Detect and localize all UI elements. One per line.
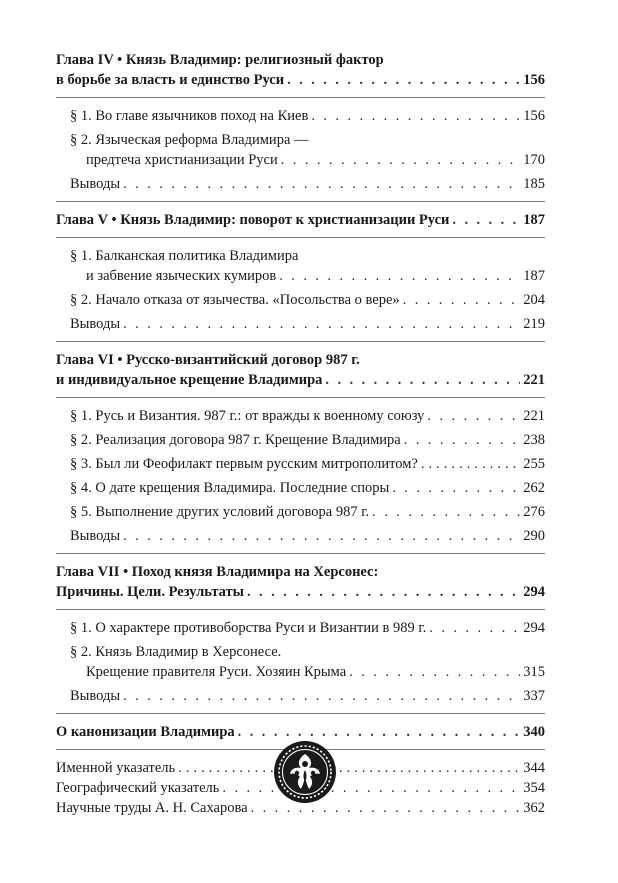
toc-entry[interactable] bbox=[56, 502, 545, 522]
entry-title: Выводы bbox=[70, 528, 121, 544]
dot-leader bbox=[452, 210, 520, 230]
entry-title: Именной указатель bbox=[56, 760, 176, 776]
page-number: 187 bbox=[523, 212, 545, 228]
divider bbox=[56, 553, 545, 554]
dot-leader bbox=[311, 106, 520, 126]
toc-entry[interactable] bbox=[56, 478, 545, 498]
chapter-heading-cont[interactable] bbox=[56, 582, 545, 602]
page-number: 315 bbox=[523, 664, 545, 680]
page-number: 221 bbox=[523, 372, 545, 388]
entry-title: Научные труды А. Н. Сахарова bbox=[56, 800, 248, 816]
divider bbox=[56, 237, 545, 238]
entry-title: § 2. Князь Владимир в Херсонесе. bbox=[70, 644, 282, 660]
toc-entry-summary[interactable] bbox=[56, 174, 545, 194]
toc-entry-cont[interactable] bbox=[56, 266, 545, 286]
entry-title: § 5. Выполнение других условий договора 987 г. bbox=[70, 504, 370, 520]
chapter-7 bbox=[56, 562, 545, 706]
dot-leader bbox=[123, 174, 520, 194]
chapter-heading[interactable] bbox=[56, 210, 545, 230]
divider bbox=[56, 341, 545, 342]
page-number: 156 bbox=[523, 72, 545, 88]
dot-leader bbox=[123, 686, 520, 706]
page-number: 156 bbox=[523, 108, 545, 124]
chapter-title: Глава VII • Поход князя Владимира на Херсонес: bbox=[56, 564, 379, 580]
page-number: 340 bbox=[523, 724, 545, 740]
toc-entry[interactable] bbox=[56, 430, 545, 450]
dot-leader bbox=[178, 758, 520, 778]
page-number: 362 bbox=[523, 800, 545, 816]
dot-leader bbox=[287, 70, 520, 90]
chapter-title-cont: в борьбе за власть и единство Руси bbox=[56, 72, 285, 88]
chapter-heading-cont[interactable] bbox=[56, 70, 545, 90]
dot-leader bbox=[325, 370, 520, 390]
toc-entry[interactable] bbox=[56, 618, 545, 638]
page-number: 290 bbox=[523, 528, 545, 544]
page-number: 337 bbox=[523, 688, 545, 704]
divider bbox=[56, 397, 545, 398]
dot-leader bbox=[238, 722, 521, 742]
dot-leader bbox=[421, 454, 520, 474]
dot-leader bbox=[123, 314, 520, 334]
toc-entry-summary[interactable] bbox=[56, 526, 545, 546]
entry-title: § 1. О характере противоборства Руси и Византии в 989 г. bbox=[70, 620, 427, 636]
toc-entry[interactable] bbox=[56, 290, 545, 310]
chapter-title-cont: и индивидуальное крещение Владимира bbox=[56, 372, 323, 388]
page-number: 276 bbox=[523, 504, 545, 520]
toc-entry[interactable] bbox=[56, 246, 545, 266]
chapter-heading[interactable] bbox=[56, 50, 545, 70]
chapter-5 bbox=[56, 210, 545, 334]
toc-entry[interactable] bbox=[56, 642, 545, 662]
page-number: 262 bbox=[523, 480, 545, 496]
dot-leader bbox=[279, 266, 520, 286]
chapter-title: Глава IV • Князь Владимир: религиозный фактор bbox=[56, 52, 384, 68]
toc-section-canonization[interactable] bbox=[56, 722, 545, 742]
entry-title: § 2. Языческая реформа Владимира — bbox=[70, 132, 309, 148]
entry-title: § 1. Балканская политика Владимира bbox=[70, 248, 299, 264]
dot-leader bbox=[222, 778, 520, 798]
publisher-ornament-icon bbox=[273, 740, 337, 804]
page-number: 204 bbox=[523, 292, 545, 308]
toc-entry[interactable] bbox=[56, 406, 545, 426]
page-number: 185 bbox=[523, 176, 545, 192]
dot-leader bbox=[403, 290, 521, 310]
page-number: 221 bbox=[523, 408, 545, 424]
toc-entry[interactable] bbox=[56, 130, 545, 150]
chapter-title-cont: Причины. Цели. Результаты bbox=[56, 584, 244, 600]
chapter-heading[interactable] bbox=[56, 350, 545, 370]
entry-title-cont: и забвение языческих кумиров bbox=[86, 268, 277, 284]
dot-leader bbox=[281, 150, 521, 170]
entry-title: § 1. Во главе язычников поход на Киев bbox=[70, 108, 309, 124]
divider bbox=[56, 609, 545, 610]
dot-leader bbox=[123, 526, 520, 546]
dot-leader bbox=[247, 582, 520, 602]
toc-entry-cont[interactable] bbox=[56, 662, 545, 682]
chapter-title: Глава VI • Русско-византийский договор 987 г. bbox=[56, 352, 360, 368]
entry-title: § 1. Русь и Византия. 987 г.: от вражды к военному союзу bbox=[70, 408, 425, 424]
page-number: 219 bbox=[523, 316, 545, 332]
entry-title: § 4. О дате крещения Владимира. Последние споры bbox=[70, 480, 390, 496]
page-number: 187 bbox=[523, 268, 545, 284]
table-of-contents bbox=[56, 50, 545, 818]
dot-leader bbox=[404, 430, 521, 450]
divider bbox=[56, 97, 545, 98]
entry-title-cont: Крещение правителя Руси. Хозяин Крыма bbox=[86, 664, 347, 680]
dot-leader bbox=[372, 502, 520, 522]
entry-title: Выводы bbox=[70, 316, 121, 332]
entry-title: Выводы bbox=[70, 688, 121, 704]
dot-leader bbox=[429, 618, 520, 638]
dot-leader bbox=[392, 478, 520, 498]
entry-title: Выводы bbox=[70, 176, 121, 192]
page-number: 344 bbox=[523, 760, 545, 776]
dot-leader bbox=[427, 406, 520, 426]
page-number: 294 bbox=[523, 584, 545, 600]
page-number: 238 bbox=[523, 432, 545, 448]
chapter-heading-cont[interactable] bbox=[56, 370, 545, 390]
toc-entry-summary[interactable] bbox=[56, 314, 545, 334]
chapter-6 bbox=[56, 350, 545, 546]
toc-entry[interactable] bbox=[56, 454, 545, 474]
section-title: О канонизации Владимира bbox=[56, 724, 235, 740]
entry-title: Географический указатель bbox=[56, 780, 220, 796]
toc-entry[interactable] bbox=[56, 106, 545, 126]
toc-entry-summary[interactable] bbox=[56, 686, 545, 706]
chapter-title: Глава V • Князь Владимир: поворот к христианизации Руси bbox=[56, 212, 450, 228]
divider bbox=[56, 713, 545, 714]
page-number: 354 bbox=[523, 780, 545, 796]
entry-title-cont: предтеча христианизации Руси bbox=[86, 152, 278, 168]
chapter-4 bbox=[56, 50, 545, 194]
chapter-heading[interactable] bbox=[56, 562, 545, 582]
entry-title: § 2. Реализация договора 987 г. Крещение Владимира bbox=[70, 432, 401, 448]
page-number: 170 bbox=[523, 152, 545, 168]
page-number: 255 bbox=[523, 456, 545, 472]
page-number: 294 bbox=[523, 620, 545, 636]
toc-entry-cont[interactable] bbox=[56, 150, 545, 170]
dot-leader bbox=[349, 662, 520, 682]
entry-title: § 3. Был ли Феофилакт первым русским митрополитом? bbox=[70, 456, 418, 472]
entry-title: § 2. Начало отказа от язычества. «Посольства о вере» bbox=[70, 292, 400, 308]
divider bbox=[56, 201, 545, 202]
